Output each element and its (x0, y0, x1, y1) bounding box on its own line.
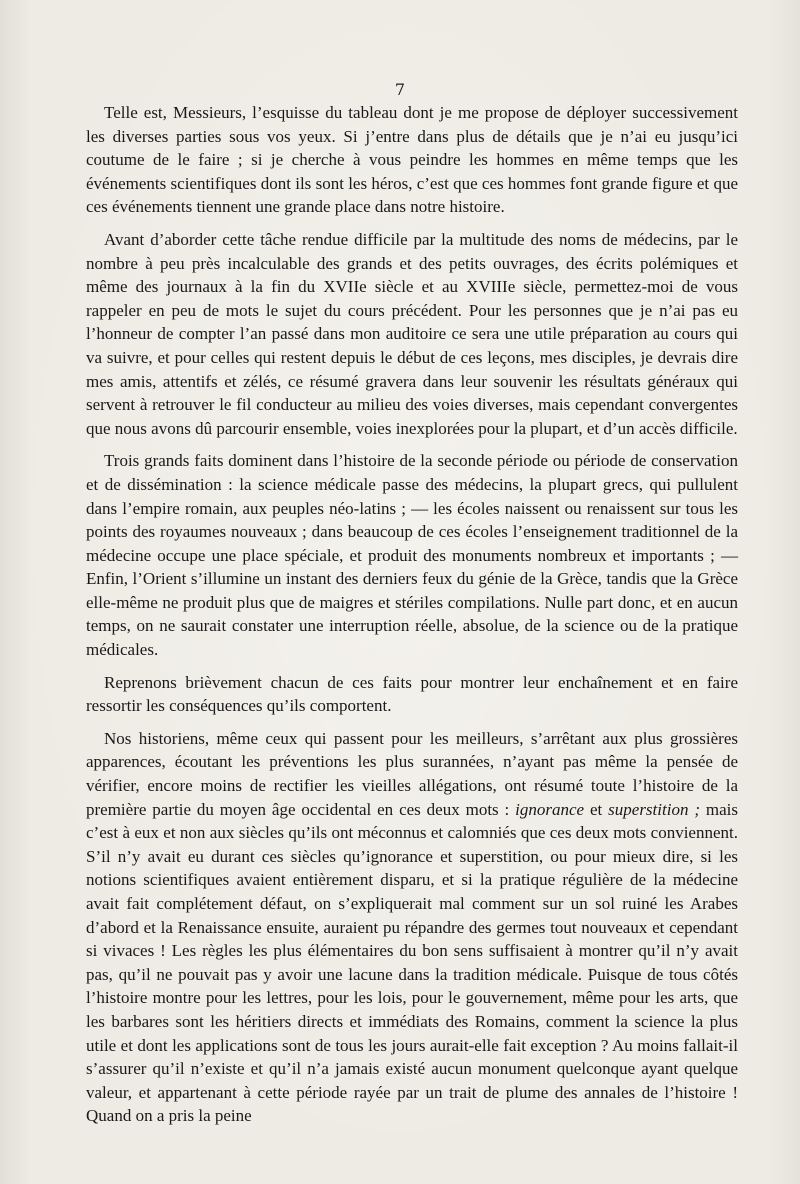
paragraph-1 (86, 101, 738, 219)
paragraph-5-italic-ignorance: ignorance (515, 799, 585, 819)
page-number: 7 (394, 80, 406, 99)
paragraph-5-text-end: mais c’est à eux et non aux siècles qu’ils ont méconnus et calomniés que ces deux mots conviennent. S’il n’y avait eu durant ces siècles qu’ignorance et superstition, ou pour mieux dire, si les notions scientifiques avaient entièrement disparu, et si la pratique régulière de la médecine avait fait complétement défaut, on s’expliquerait mal comment sur un sol ruiné les Arabes d’abord et la Renaissance ensuite, auraient pu répandre des germes tout nouveaux et cependant si vivaces ! Les règles les plus élémentaires du bon sens suffisaient à montrer qu’il n’y avait pas, qu’il ne pouvait pas y avoir une lacune dans la tradition médicale. Puisque de tous côtés l’histoire montre pour les lettres, pour les lois, pour le gouvernement, même pour les arts, que les barbares sont les héritiers directs et immédiats des Romains, comment la science la plus utile et dont les applications sont de tous les jours aurait-elle fait exception ? Au moins fallait-il s’assurer qu’il n’existe et qu’il n’a jamais existé aucun monument quelconque ayant quelque valeur, et appartenant à cette période rayée par un trait de plume des annales de l’histoire ! Quand on a pris la peine (86, 799, 738, 1126)
paragraph-2 (86, 228, 738, 440)
body-text (86, 101, 738, 1137)
paragraph-3-text: Trois grands faits dominent dans l’histoire de la seconde période ou période de conservation et de dissémination : la science médicale passe des médecins, la plupart grecs, qui pullulent dans l’empire romain, aux peuples néo-latins ; — les écoles naissent ou renaissent sur tous les points des royaumes nouveaux ; dans beaucoup de ces écoles l’enseignement traditionnel de la médecine occupe une place spéciale, et produit des monuments nombreux et importants ; — Enfin, l’Orient s’illumine un instant des derniers feux du génie de la Grèce, tandis que la Grèce elle-même ne produit plus que de maigres et stériles compilations. Nulle part donc, et en aucun temps, on ne saurait constater une interruption réelle, absolue, de la science ou de la pratique médicales. (86, 451, 738, 660)
paragraph-4 (86, 671, 738, 718)
paragraph-2-text: Avant d’aborder cette tâche rendue difficile par la multitude des noms de médecins, par le nombre à peu près incalculable des grands et des petits ouvrages, des écrits polémiques et même des journaux à la fin du XVIIe siècle et au XVIIIe siècle, permettez-moi de vous rappeler en peu de mots le sujet du cours précédent. Pour les personnes que je n’ai pas eu l’honneur de compter l’an passé dans mon auditoire ce sera une utile préparation au cours qui va suivre, et pour celles qui restent depuis le début de ces leçons, mes disciples, je devrais dire mes amis, attentifs et zélés, ce résumé gravera dans leur souvenir les résultats généraux qui servent à retrouver le fil conducteur au milieu des voies diverses, mais cependant convergentes que nous avons dû parcourir ensemble, voies inexplorées pour la plupart, et d’un accès difficile. (86, 229, 738, 438)
paragraph-5-italic-superstition: superstition ; (608, 799, 700, 819)
paragraph-4-text: Reprenons brièvement chacun de ces faits pour montrer leur enchaînement et en faire ressortir les conséquences qu’ils comportent. (86, 672, 738, 716)
paragraph-3 (86, 449, 738, 661)
paragraph-1-text: Telle est, Messieurs, l’esquisse du tableau dont je me propose de déployer successivement les diverses parties sous vos yeux. Si j’entre dans plus de détails que je n’ai eu jusqu’ici coutume de le faire ; si je cherche à vous peindre les hommes en même temps que les événements scientifiques dont ils sont les héros, c’est que ces hommes font grande figure et que ces événements tiennent une grande place dans notre histoire. (86, 103, 738, 217)
paragraph-5-text-mid: et (584, 799, 609, 819)
paragraph-5-text-start: Nos historiens, même ceux qui passent pour les meilleurs, s’arrêtant aux plus grossières apparences, écoutant les préventions les plus surannées, n’ayant pas même la pensée de vérifier, encore moins de rectifier les vieilles allégations, ont résumé toute l’histoire de la première partie du moyen âge occidental en ces deux mots : (86, 728, 738, 819)
paragraph-5 (86, 727, 738, 1128)
